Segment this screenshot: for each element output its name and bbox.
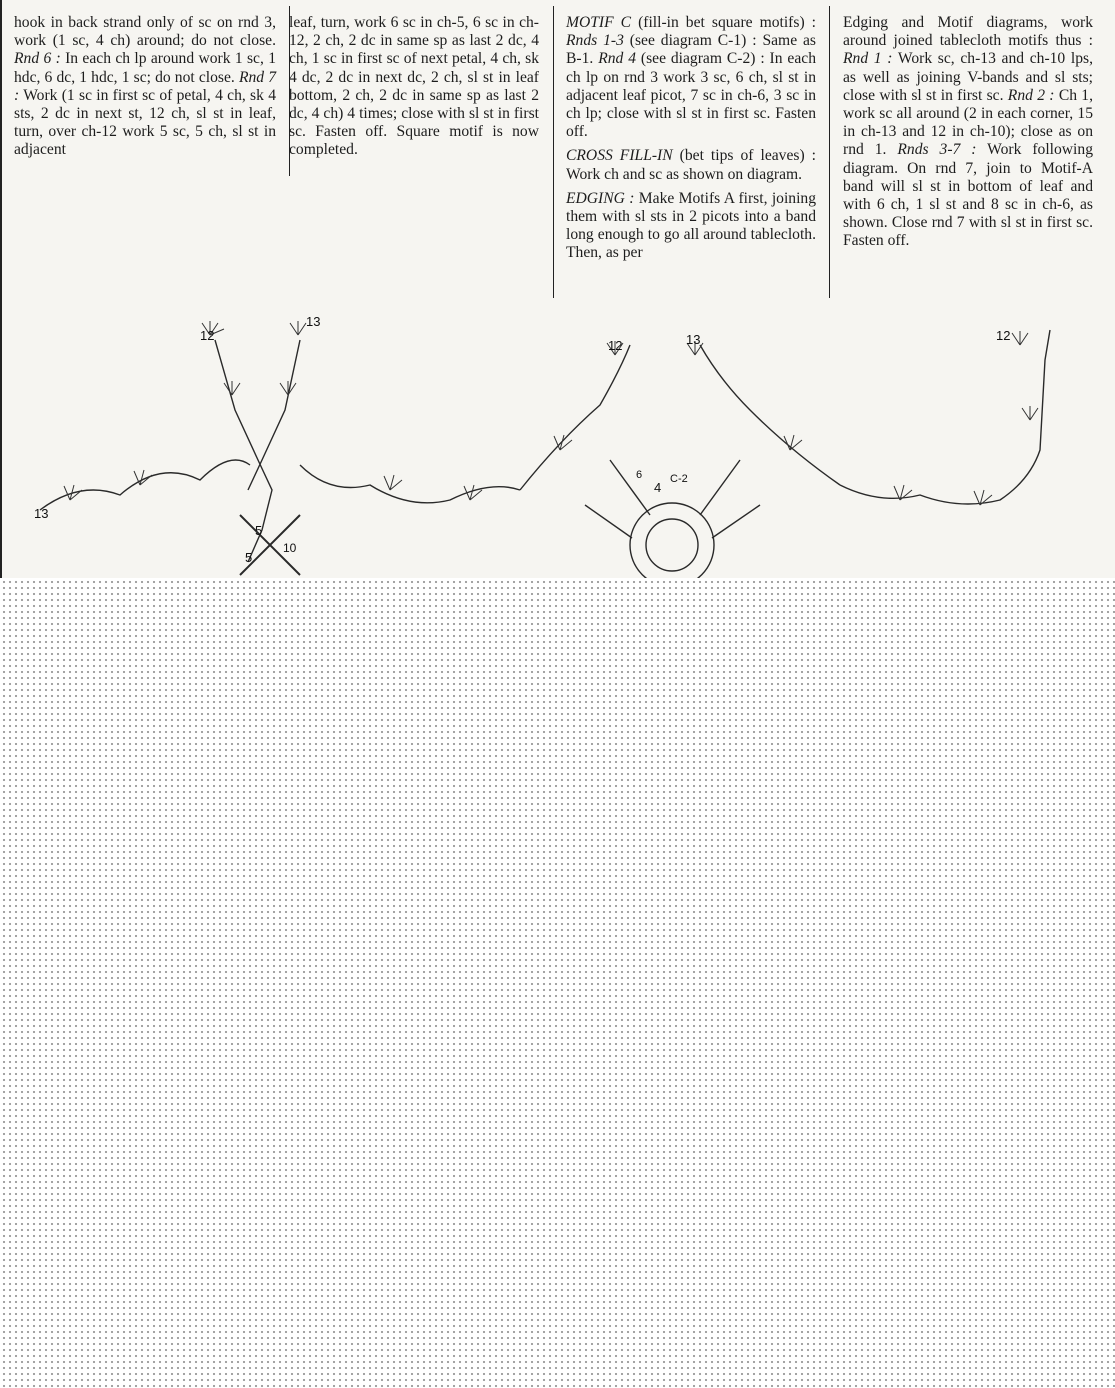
label-c2: C-2 [670, 473, 688, 485]
italic-heading: Rnd 1 : [843, 50, 893, 68]
text-run: Work sc, ch-13 and ch-10 lps, as well as joining V-bands and sl sts; close with sl st in first sc. [843, 50, 1094, 104]
label-12: 12 [608, 338, 623, 353]
text-run: Ch 1, work sc all around (2 in each corner, 15 in ch-13 and 12 in ch-10); close as on rnd 1. [843, 86, 1094, 159]
text-run: (see diagram C-1) : Same as B-1. [566, 32, 816, 68]
motif-c-inner [646, 519, 698, 571]
label-13: 13 [686, 332, 701, 347]
text-run: (bet tips of leaves) : Work ch and sc as shown on diagram. [566, 147, 816, 183]
text-run: Work following diagram. On rnd 7, join to Motif-A band will sl st in bottom of leaf and with 6 ch, 1 sl st and 8 sc in ch-6, as shown. Close rnd 7 with sl st in first sc. Fasten off. [843, 141, 1093, 250]
label-12: 12 [996, 328, 1011, 343]
motif-c-ring [630, 503, 714, 580]
chain-line [712, 505, 760, 538]
paragraph [14, 14, 276, 160]
chain-line [700, 460, 740, 515]
text-run: hook in back strand only of sc on rnd 3, work (1 sc, 4 ch) around; do not close. [14, 14, 276, 50]
italic-heading: Rnd 2 : [1007, 86, 1055, 104]
italic-heading: MOTIF C [566, 14, 632, 31]
text-run: (fill-in bet square motifs) : [631, 14, 816, 31]
chain-line [585, 505, 632, 538]
scallop-chain [40, 460, 250, 510]
label-13: 13 [34, 506, 49, 521]
text-run: Edging and Motif diagrams, work around joined tablecloth motifs thus : [843, 14, 1093, 50]
italic-heading: EDGING : [566, 189, 635, 207]
italic-heading: Rnd 4 [598, 50, 636, 68]
label-5: 5 [255, 523, 263, 538]
chain-line [248, 340, 300, 490]
scallop-chain [700, 345, 840, 485]
label-10: 10 [283, 541, 297, 555]
dotted-placeholder-area [0, 578, 1115, 1388]
text-column-4 [843, 14, 1093, 257]
italic-heading: Rnds 3-7 : [897, 141, 977, 159]
paragraph [566, 147, 816, 183]
paragraph [289, 14, 539, 160]
scallop-chain [300, 465, 520, 503]
text-run: In each ch lp around work 1 sc, 1 hdc, 6 dc, 1 hdc, 1 sc; do not close. [14, 50, 276, 86]
label-12: 12 [200, 328, 215, 343]
paragraph [843, 14, 1093, 251]
scallop-chain [840, 330, 1050, 504]
chain-line [215, 340, 272, 562]
text-run: Make Motifs A first, joining them with sl sts in 2 picots into a band long enough to go all around tablecloth. Then, as per [566, 189, 817, 262]
italic-heading: CROSS FILL-IN [566, 147, 673, 165]
text-column-1 [14, 14, 276, 166]
column-rule [829, 6, 830, 298]
scallop-chain [520, 345, 630, 490]
text-run: (see diagram C-2) : In each ch lp on rnd 3 work 3 sc, 6 ch, sl st in adjacent leaf picot, 7 sc in ch-6, 3 sc in ch lp; close with sl st in first sc. Fasten off. [566, 50, 816, 141]
text-run: Work (1 sc in first sc of petal, 4 ch, sk 4 sts, 2 dc in next st, 12 ch, sl st in leaf, turn, over ch-12 work 5 sc, 5 ch, sl st in adjacent [14, 86, 276, 159]
italic-heading: Rnds 1-3 [566, 32, 624, 50]
label-5: 5 [245, 550, 253, 565]
text-run: leaf, turn, work 6 sc in ch-5, 6 sc in ch-12, 2 ch, 2 dc in same sp as last 2 dc, 4 ch, 1 sc in first sc of next petal, 4 ch, sk 4 dc, 2 dc in next dc, 2 ch, sl st in leaf bottom, 2 ch, 2 dc in same sp as last 2 dc, 4 ch) 4 times; close with sl st in first sc. Fasten off. Square motif is now completed. [289, 14, 539, 159]
italic-heading: Rnd 6 : [14, 50, 61, 68]
paragraph [566, 190, 816, 263]
text-column-3 [566, 14, 816, 269]
text-column-2 [289, 14, 539, 166]
column-rule [553, 6, 554, 298]
label-4: 4 [654, 480, 662, 495]
chain-line [610, 460, 650, 515]
italic-heading: Rnd 7 : [14, 68, 276, 104]
leaf-fan [64, 321, 1038, 505]
paragraph [566, 14, 816, 141]
crochet-edging-diagram [0, 300, 1115, 580]
label-13: 13 [306, 314, 321, 329]
label-6: 6 [636, 469, 643, 481]
